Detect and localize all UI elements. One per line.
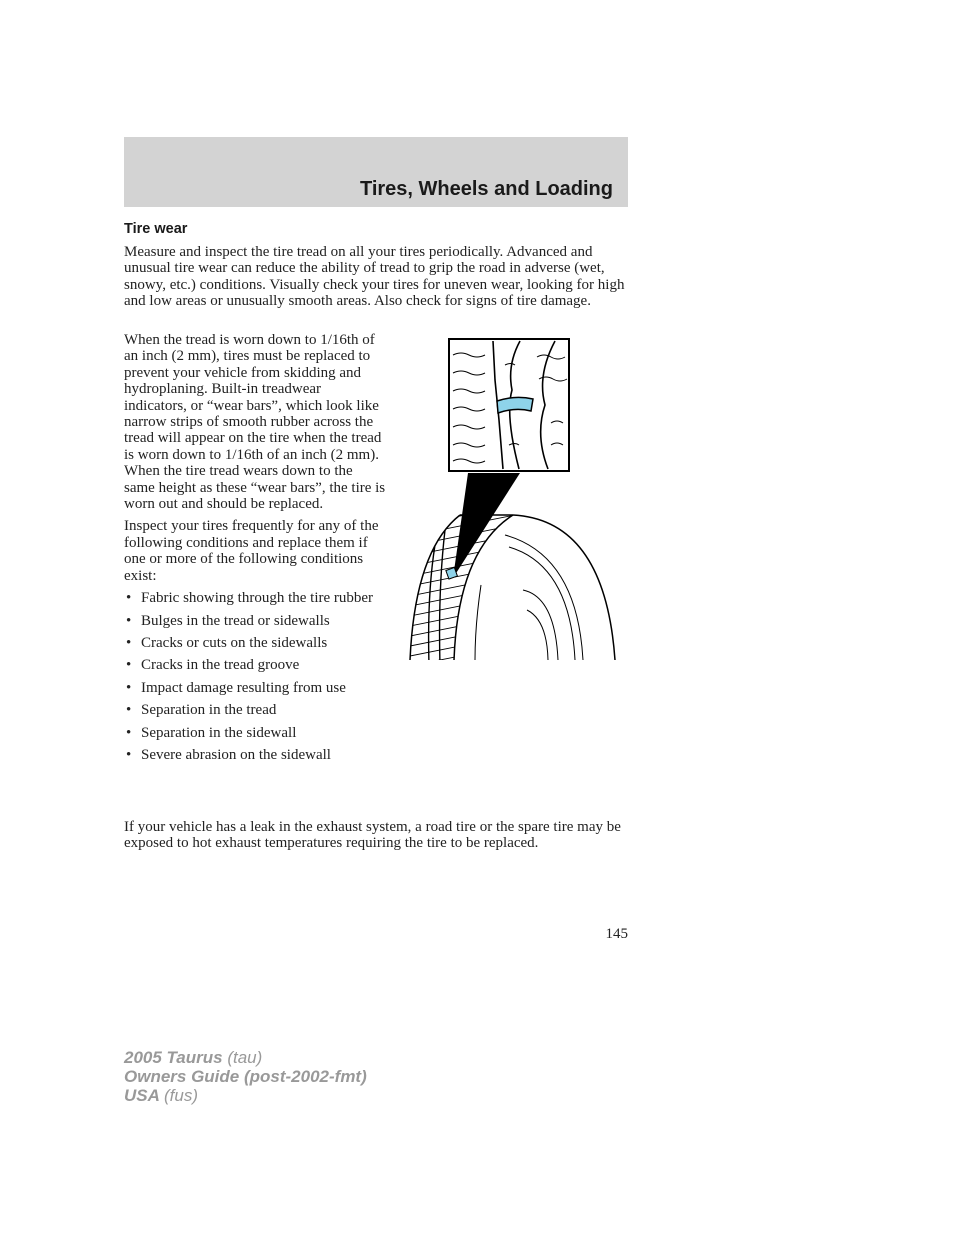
bullet-icon: •	[126, 612, 132, 629]
list-item: • Bulges in the tread or sidewalls	[126, 612, 330, 629]
bullet-icon: •	[126, 657, 132, 674]
bullet-icon: •	[126, 702, 132, 719]
document-footer	[124, 1048, 367, 1105]
list-item: • Cracks in the tread groove	[126, 657, 300, 674]
list-item: • Separation in the tread	[126, 702, 277, 719]
bullet-icon: •	[126, 746, 132, 763]
footer-line-1: 2005 Taurus (tau)	[124, 1048, 263, 1067]
bullet-icon: •	[126, 590, 132, 607]
bullet-icon: •	[126, 679, 132, 696]
bullet-icon: •	[126, 724, 132, 741]
list-item: • Fabric showing through the tire rubber	[126, 590, 374, 607]
text-column	[124, 332, 386, 769]
wear-bars-paragraph: When the tread is worn down to 1/16th of an inch (2 mm), tires must be replaced to prevent your vehicle from skidding and hydroplaning. Built-in treadwear indicators, or “wear bars”, which look like narrow strips of smooth rubber across the tread will appear on the tire when the tread is worn down to 1/16th of an inch (2 mm). When the tire tread wears down to the same height as these “wear bars”, the tire is worn out and should be replaced.	[124, 332, 386, 513]
list-item: • Separation in the sidewall	[126, 724, 297, 741]
inspect-paragraph: Inspect your tires frequently for any of the following conditions and replace them if one or more of the following conditions exist:	[124, 518, 379, 584]
page-number: 145	[605, 926, 628, 942]
section-heading: Tire wear	[124, 221, 188, 237]
bullet-icon: •	[126, 634, 132, 651]
conditions-list	[124, 590, 386, 763]
chapter-header-band	[124, 137, 628, 207]
tread-detail-inset	[449, 339, 569, 471]
footer-line-3: USA (fus)	[124, 1086, 198, 1105]
list-item: • Severe abrasion on the sidewall	[126, 746, 331, 763]
exhaust-paragraph: If your vehicle has a leak in the exhaust system, a road tire or the spare tire may be exposed to hot exhaust temperatures requiring the tire to be replaced.	[124, 819, 621, 852]
tire-wear-bar-illustration	[405, 335, 620, 665]
list-item: • Impact damage resulting from use	[126, 679, 346, 696]
intro-paragraph: Measure and inspect the tire tread on all your tires periodically. Advanced and unusual tire wear can reduce the ability of tread to grip the road in adverse (wet, snowy, etc.) conditions. Visually check your tires for uneven wear, looking for high and low areas or unusually smooth areas. Also check for signs of tire damage.	[124, 244, 625, 310]
footer-line-2: Owners Guide (post-2002-fmt)	[124, 1067, 367, 1086]
chapter-title: Tires, Wheels and Loading	[359, 178, 613, 200]
list-item: • Cracks or cuts on the sidewalls	[126, 634, 328, 651]
